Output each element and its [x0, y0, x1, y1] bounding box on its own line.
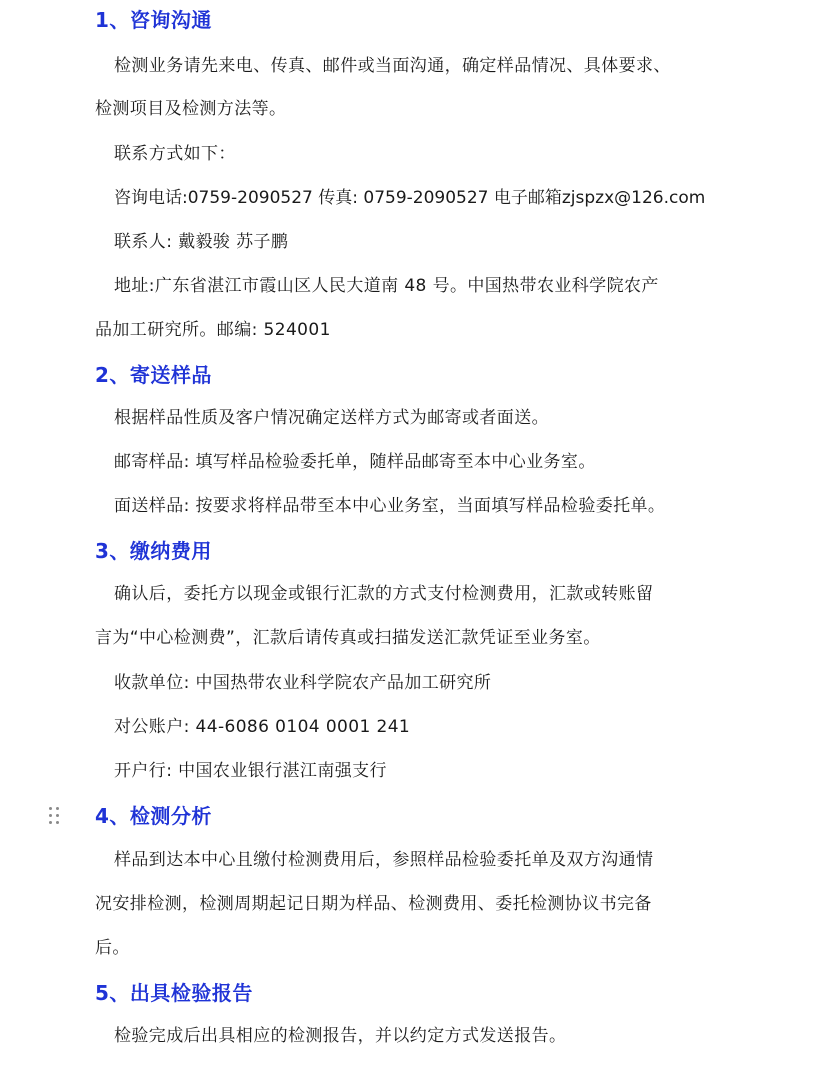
- paragraph-line: 品加工研究所。邮编: 524001: [95, 320, 331, 340]
- paragraph-line: 联系方式如下：: [114, 144, 236, 164]
- section-heading-payment: 3、缴纳费用: [95, 539, 212, 563]
- section-heading-send-samples: 2、寄送样品: [95, 363, 212, 387]
- bank-line: 开户行: 中国农业银行湛江南强支行: [114, 761, 387, 781]
- section-heading-analysis: 4、检测分析: [95, 804, 212, 828]
- paragraph-line: 言为“中心检测费”，汇款后请传真或扫描发送汇款凭证至业务室。: [95, 628, 601, 648]
- drag-handle-icon[interactable]: [48, 806, 62, 826]
- paragraph-line: 检验完成后出具相应的检测报告，并以约定方式发送报告。: [114, 1026, 567, 1046]
- account-line: 对公账户: 44-6086 0104 0001 241: [114, 717, 411, 737]
- section-heading-consultation: 1、咨询沟通: [95, 8, 212, 32]
- contact-person-line: 联系人: 戴毅骏 苏子鹏: [114, 232, 289, 252]
- section-heading-report: 5、出具检验报告: [95, 981, 253, 1005]
- contact-phone-line: 咨询电话:0759-2090527 传真: 0759-2090527 电子邮箱zjspzx@126.com: [114, 188, 706, 208]
- address-line: 地址:广东省湛江市霞山区人民大道南 48 号。中国热带农业科学院农产: [114, 276, 659, 296]
- paragraph-line: 邮寄样品: 填写样品检验委托单，随样品邮寄至本中心业务室。: [114, 452, 596, 472]
- paragraph-line: 况安排检测，检测周期起记日期为样品、检测费用、委托检测协议书完备: [95, 894, 652, 914]
- paragraph-line: 后。: [95, 938, 130, 958]
- paragraph-line: 根据样品性质及客户情况确定送样方式为邮寄或者面送。: [114, 408, 549, 428]
- paragraph-line: 面送样品: 按要求将样品带至本中心业务室，当面填写样品检验委托单。: [114, 496, 666, 516]
- payee-line: 收款单位: 中国热带农业科学院农产品加工研究所: [114, 673, 492, 693]
- paragraph-line: 样品到达本中心且缴付检测费用后，参照样品检验委托单及双方沟通情: [114, 850, 654, 870]
- paragraph-line: 检测业务请先来电、传真、邮件或当面沟通，确定样品情况、具体要求、: [114, 56, 671, 76]
- paragraph-line: 检测项目及检测方法等。: [95, 99, 287, 119]
- paragraph-line: 确认后，委托方以现金或银行汇款的方式支付检测费用，汇款或转账留: [114, 584, 654, 604]
